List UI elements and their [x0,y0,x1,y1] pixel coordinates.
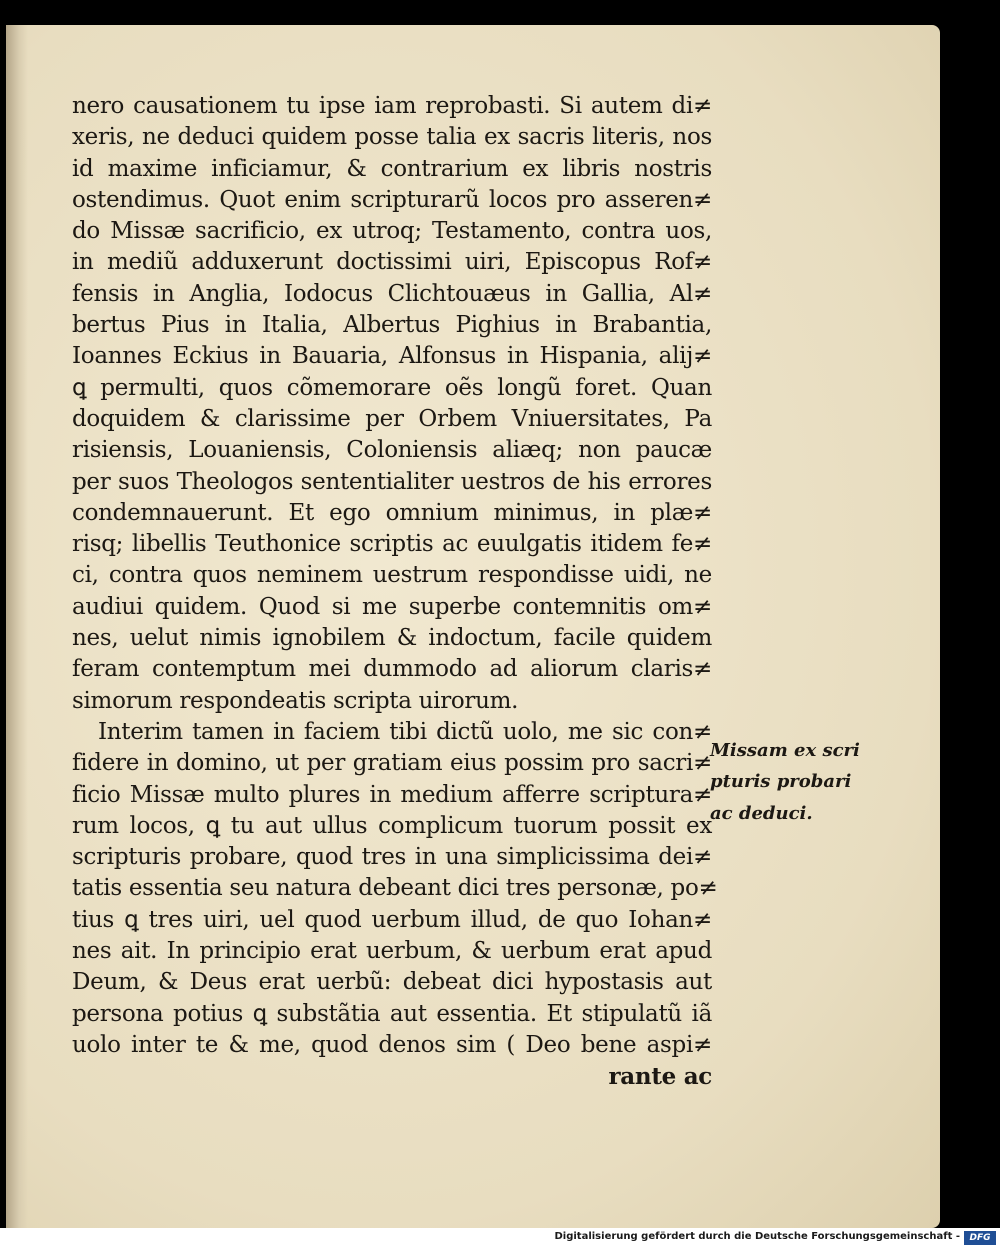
text-line: uolo inter te & me, quod denos sim ( Deo bene aspi≠ [72,1031,712,1058]
text-line: nes, uelut nimis ignobilem & indoctum, facile quidem [72,625,712,652]
page-gutter-shadow [6,25,28,1228]
text-line: risq; libellis Teuthonice scriptis ac euulgatis itidem fe≠ [72,531,712,558]
text-line: tius ꝗ tres uiri, uel quod uerbum illud, de quo Iohan≠ [72,906,712,933]
footer-bar [0,1228,1000,1248]
margin-note-line: ac deduci. [710,802,813,824]
text-line: ficio Missæ multo plures in medium afferre scriptura≠ [72,781,712,808]
text-line: doquidem & clarissime per Orbem Vniuersitates, Pa [72,405,712,432]
text-line: do Missæ sacrificio, ex utroq; Testamento, contra uos, [72,218,712,245]
text-line: tatis essentia seu natura debeant dici tres personæ, po≠ [72,875,718,902]
text-line: fensis in Anglia, Iodocus Clichtouæus in Gallia, Al≠ [72,280,712,307]
margin-note-line: Missam ex scri [710,740,860,761]
text-line: ostendimus. Quot enim scripturarũ locos pro asseren≠ [72,186,712,213]
text-line: in mediũ adduxerunt doctissimi uiri, Episcopus Rof≠ [72,249,712,276]
text-line: bertus Pius in Italia, Albertus Pighius in Brabantia, [72,312,712,339]
text-line: Deum, & Deus erat uerbũ: debeat dici hypostasis aut [72,969,712,996]
text-line: persona potius ꝗ substãtia aut essentia. Et stipulatũ iã [72,1000,712,1027]
margin-note [710,735,860,829]
text-line: nero causationem tu ipse iam reprobasti. Si autem di≠ [72,93,712,119]
catchword: rante ac [608,1063,712,1091]
scanned-page [6,25,940,1228]
text-line: risiensis, Louaniensis, Coloniensis aliæq; non paucæ [72,437,712,464]
text-line: nes ait. In principio erat uerbum, & uerbum erat apud [72,938,712,965]
text-line: feram contemptum mei dummodo ad aliorum claris≠ [72,656,712,683]
text-line: scripturis probare, quod tres in una simplicissima dei≠ [72,844,712,871]
text-line: rum locos, ꝗ tu aut ullus complicum tuorum possit ex [72,812,712,839]
text-line: xeris, ne deduci quidem posse talia ex sacris literis, nos [72,124,712,151]
paragraph-start-line: Interim tamen in faciem tibi dictũ uolo, me sic con≠ [98,718,712,745]
main-text-block [72,91,718,1093]
text-line: ci, contra quos neminem uestrum respondisse uidi, ne [72,562,712,589]
funding-credit: Digitalisierung gefördert durch die Deutsche Forschungsgemeinschaft - [554,1231,960,1242]
dfg-logo: DFG [964,1231,996,1245]
text-line: condemnauerunt. Et ego omnium minimus, in plæ≠ [72,499,712,526]
text-line: audiui quidem. Quod si me superbe contemnitis om≠ [72,593,712,620]
text-line: per suos Theologos sententialiter uestros de his errores [72,468,712,495]
text-line: ꝗ permulti, quos cõmemorare oẽs longũ foret. Quan [72,374,712,401]
text-line: id maxime inficiamur, & contrarium ex libris nostris [72,155,712,182]
margin-note-line: pturis probari [710,771,852,793]
paragraph-end-line: simorum respondeatis scripta uirorum. [72,687,519,714]
text-line: Ioannes Eckius in Bauaria, Alfonsus in Hispania, alij≠ [72,343,712,370]
text-line: fidere in domino, ut per gratiam eius possim pro sacri≠ [72,750,712,777]
